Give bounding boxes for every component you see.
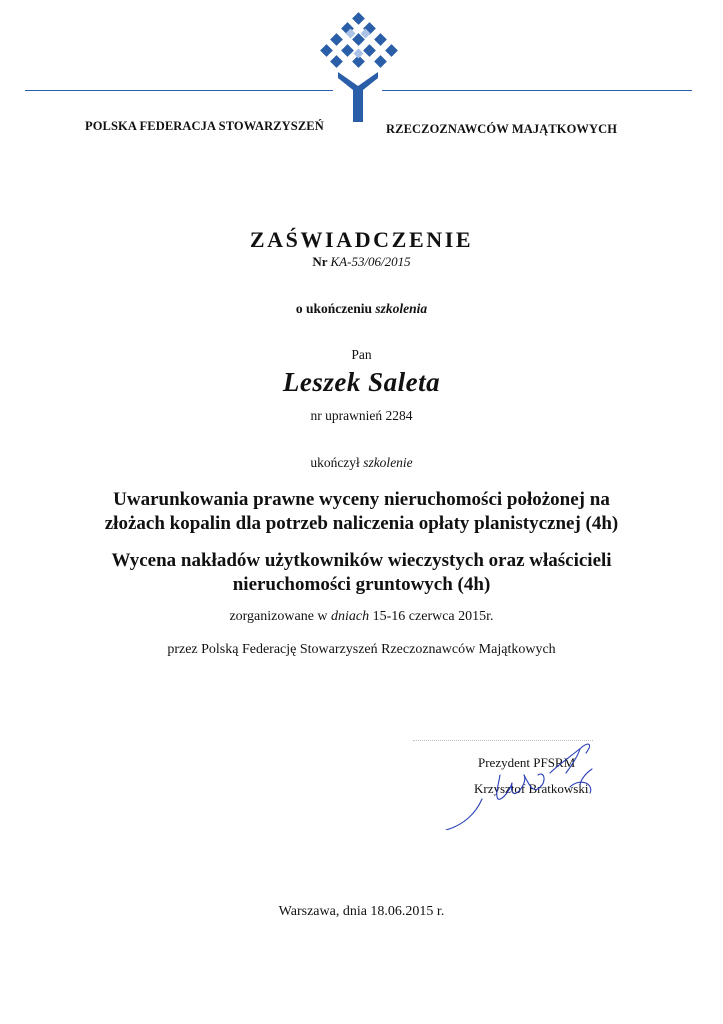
course-2-line-2: nieruchomości gruntowych (4h): [232, 574, 491, 595]
course-2-line-1: Wycena nakładów użytkowników wieczystych oraz właścicieli: [111, 550, 612, 571]
completed-prefix: ukończył: [310, 455, 360, 470]
organized-dates: 15-16 czerwca 2015r.: [372, 609, 494, 624]
course-title-2: [0, 549, 723, 597]
organizer-line: przez Polską Federację Stowarzyszeń Rzeczoznawców Majątkowych: [167, 642, 556, 657]
place-and-date: Warszawa, dnia 18.06.2015 r.: [278, 904, 445, 919]
salutation: Pan: [351, 347, 372, 362]
organized-word: dniach: [331, 609, 370, 624]
signatory-title: Prezydent PFSRM: [478, 755, 576, 770]
pfsrm-tree-logo-icon: [316, 12, 404, 124]
number-prefix: Nr: [312, 254, 328, 269]
recipient-name: Leszek Saleta: [282, 367, 441, 397]
organized-line: [0, 609, 723, 625]
certificate-number: KA-53/06/2015: [330, 254, 411, 269]
header-rule-left: [25, 90, 333, 91]
license-number: nr uprawnień 2284: [310, 408, 413, 423]
certificate-title: ZAŚWIADCZENIE: [249, 227, 474, 252]
completed-word: szkolenie: [363, 455, 413, 470]
about-word: szkolenia: [375, 301, 428, 316]
about-prefix: o ukończeniu: [295, 301, 372, 316]
course-1-line-1: Uwarunkowania prawne wyceny nieruchomości położonej na: [113, 489, 610, 510]
certificate-number-line: [0, 254, 723, 270]
org-name-left: POLSKA FEDERACJA STOWARZYSZEŃ: [85, 119, 324, 133]
handwritten-signature-icon: [440, 735, 610, 830]
course-1-line-2: złożach kopalin dla potrzeb naliczenia opłaty planistycznej (4h): [104, 513, 619, 534]
organized-prefix: zorganizowane w: [229, 609, 328, 624]
header-rule-right: [382, 90, 692, 91]
course-title-1: [0, 488, 723, 536]
about-line: [0, 301, 723, 317]
completed-line: [0, 455, 723, 471]
org-name-right: RZECZOZNAWCÓW MAJĄTKOWYCH: [386, 122, 618, 136]
signatory-name: Krzysztof Bratkowski: [474, 781, 589, 796]
